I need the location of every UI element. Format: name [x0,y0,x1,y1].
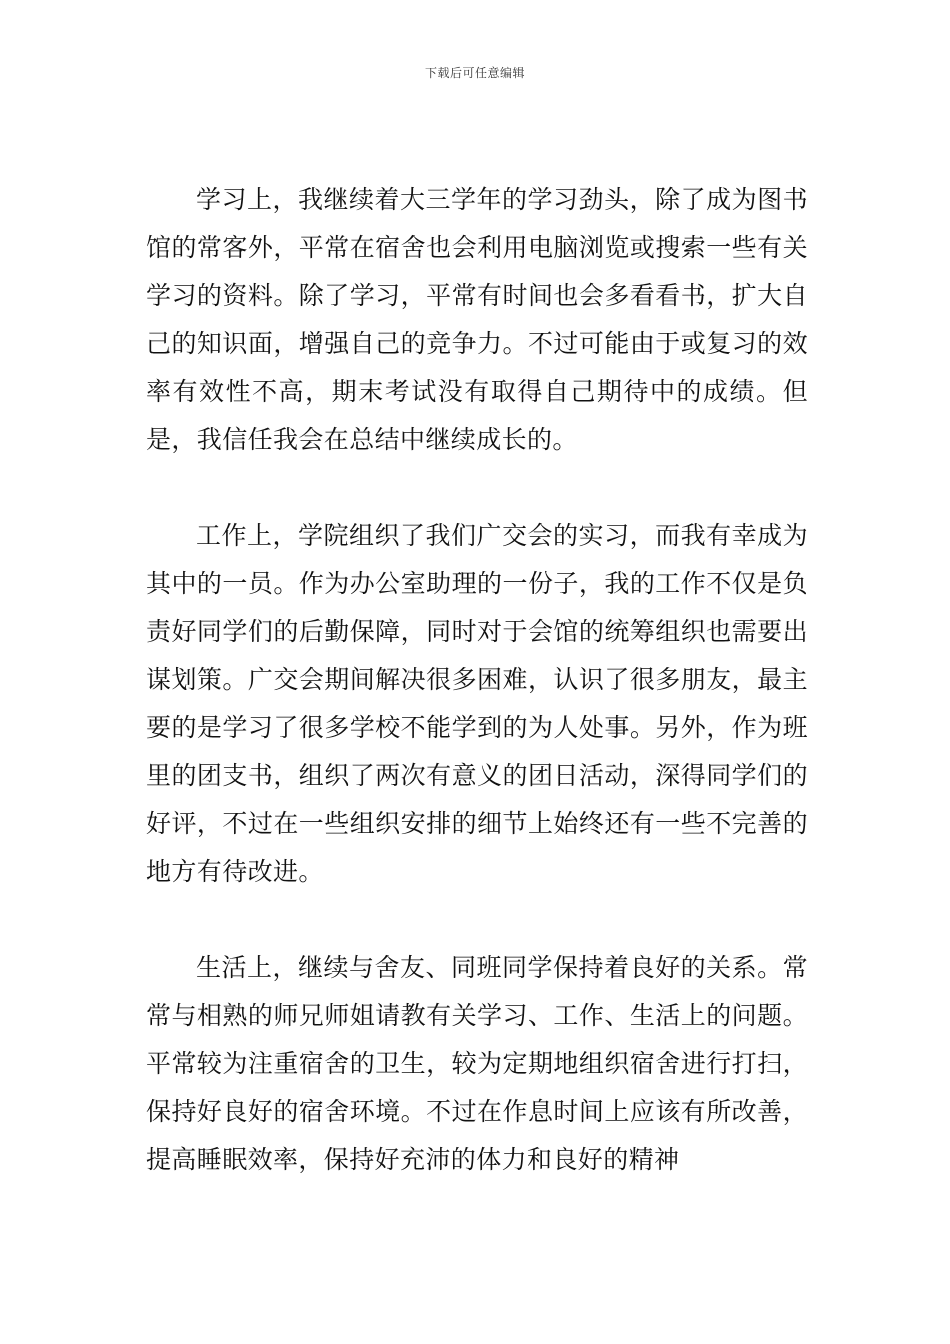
document-body [146,176,808,1184]
paragraph-life: 生活上，继续与舍友、同班同学保持着良好的关系。常常与相熟的师兄师姐请教有关学习、工作、生活上的问题。平常较为注重宿舍的卫生，较为定期地组织宿舍进行打扫，保持好良好的宿舍环境。不过在作息时间上应该有所改善，提高睡眠效率，保持好充沛的体力和良好的精神 [146,953,808,1174]
page-header-note: 下载后可任意编辑 [424,66,525,80]
paragraph-work: 工作上，学院组织了我们广交会的实习，而我有幸成为其中的一员。作为办公室助理的一份子，我的工作不仅是负责好同学们的后勤保障，同时对于会馆的统筹组织也需要出谋划策。广交会期间解决很多困难，认识了很多朋友，最主要的是学习了很多学校不能学到的为人处事。另外，作为班里的团支书，组织了两次有意义的团日活动，深得同学们的好评，不过在一些组织安排的细节上始终还有一些不完善的地方有待改进。 [146,521,808,886]
paragraph-study: 学习上，我继续着大三学年的学习劲头，除了成为图书馆的常客外，平常在宿舍也会利用电脑浏览或搜索一些有关学习的资料。除了学习，平常有时间也会多看看书，扩大自己的知识面，增强自己的竞争力。不过可能由于或复习的效率有效性不高，期末考试没有取得自己期待中的成绩。但是，我信任我会在总结中继续成长的。 [146,185,808,454]
